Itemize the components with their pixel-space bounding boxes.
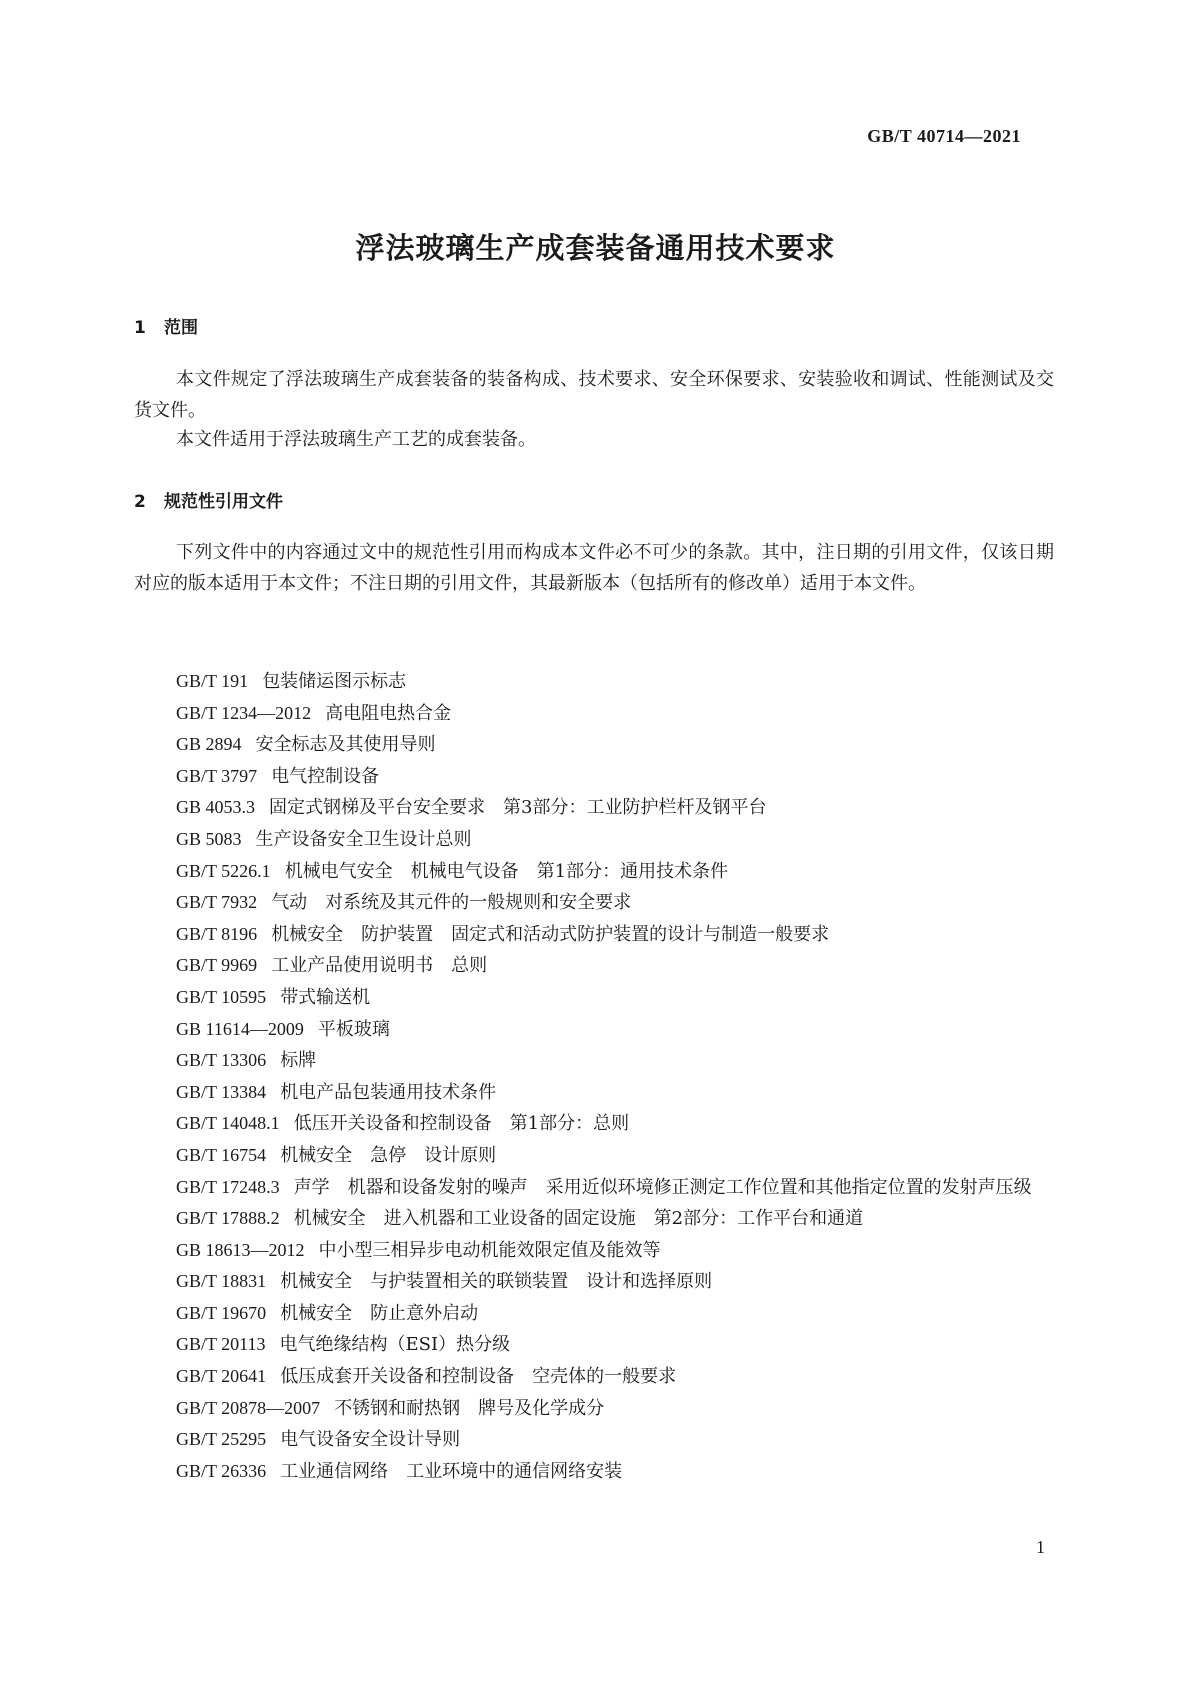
reference-item <box>134 1235 1054 1267</box>
reference-code: GB 18613—2012 <box>176 1239 305 1260</box>
reference-title: 带式输送机 <box>280 986 371 1008</box>
reference-item <box>134 856 1054 888</box>
reference-item <box>134 698 1054 730</box>
reference-item <box>134 887 1054 919</box>
reference-code: GB 4053.3 <box>176 797 256 818</box>
reference-code: GB/T 13306 <box>176 1050 267 1071</box>
document-title: 浮法玻璃生产成套装备通用技术要求 <box>355 231 836 265</box>
reference-item <box>134 1077 1054 1109</box>
reference-code: GB/T 5226.1 <box>176 860 271 881</box>
reference-title: 机械电气安全 机械电气设备 第1部分：通用技术条件 <box>284 860 729 882</box>
reference-title: 机电产品包装通用技术条件 <box>280 1081 497 1103</box>
reference-item <box>134 950 1054 982</box>
reference-code: GB/T 17248.3 <box>176 1176 280 1197</box>
reference-code: GB/T 8196 <box>176 923 258 944</box>
reference-title: 工业通信网络 工业环境中的通信网络安装 <box>280 1460 623 1482</box>
reference-item <box>134 1045 1054 1077</box>
page-number: 1 <box>1036 1537 1045 1557</box>
reference-item <box>134 761 1054 793</box>
reference-title: 工业产品使用说明书 总则 <box>271 955 488 977</box>
reference-code: GB/T 10595 <box>176 986 267 1007</box>
reference-code: GB/T 191 <box>176 671 249 691</box>
reference-title: 气动 对系统及其元件的一般规则和安全要求 <box>271 892 632 914</box>
reference-title: 生产设备安全卫生设计总则 <box>255 828 472 850</box>
reference-item <box>134 1456 1054 1488</box>
reference-code: GB/T 20641 <box>176 1366 267 1387</box>
standard-number: GB/T 40714—2021 <box>867 126 1021 146</box>
reference-title: 机械安全 防护装置 固定式和活动式防护装置的设计与制造一般要求 <box>271 923 830 945</box>
reference-item <box>134 1014 1054 1046</box>
reference-item <box>134 1298 1054 1330</box>
reference-title: 声学 机器和设备发射的噪声 采用近似环境修正测定工作位置和其他指定位置的发射声压级 <box>293 1176 1032 1198</box>
section-1-paragraph-1: 本文件规定了浮法玻璃生产成套装备的装备构成、技术要求、安全环保要求、安装验收和调试、性能测试及交货文件。 <box>134 369 1054 421</box>
reference-code: GB/T 17888.2 <box>176 1208 280 1229</box>
reference-title: 电气设备安全设计导则 <box>280 1429 461 1451</box>
reference-code: GB/T 20113 <box>176 1334 266 1355</box>
section-1-heading <box>134 313 198 338</box>
reference-title: 机械安全 进入机器和工业设备的固定设施 第2部分：工作平台和通道 <box>293 1208 864 1230</box>
reference-code: GB/T 16754 <box>176 1144 267 1165</box>
reference-title: 电气控制设备 <box>271 765 380 787</box>
reference-code: GB/T 25295 <box>176 1429 267 1450</box>
reference-item <box>134 1140 1054 1172</box>
section-1-number: 1 <box>134 318 146 338</box>
section-2-paragraph-1: 下列文件中的内容通过文中的规范性引用而构成本文件必不可少的条款。其中，注日期的引用文件，仅该日期对应的版本适用于本文件；不注日期的引用文件，其最新版本（包括所有的修改单）适用于本文件。 <box>134 542 1054 594</box>
reference-item <box>134 729 1054 761</box>
reference-code: GB 2894 <box>176 734 242 755</box>
section-2-number: 2 <box>134 492 146 512</box>
reference-item <box>134 1361 1054 1393</box>
reference-item <box>134 1266 1054 1298</box>
reference-title: 安全标志及其使用导则 <box>255 734 436 756</box>
section-2-heading <box>134 487 283 512</box>
reference-code: GB 5083 <box>176 828 242 849</box>
reference-item <box>134 666 1054 698</box>
section-2-title: 规范性引用文件 <box>164 492 283 512</box>
reference-item <box>134 1172 1054 1204</box>
reference-item <box>134 1203 1054 1235</box>
reference-title: 机械安全 与护装置相关的联锁装置 设计和选择原则 <box>280 1271 713 1293</box>
reference-title: 标牌 <box>280 1050 317 1072</box>
reference-code: GB/T 19670 <box>176 1302 267 1323</box>
reference-item <box>134 1393 1054 1425</box>
reference-code: GB/T 9969 <box>176 955 258 976</box>
reference-title: 包装储运图示标志 <box>262 671 407 692</box>
reference-code: GB/T 1234—2012 <box>176 702 312 723</box>
reference-code: GB/T 18831 <box>176 1271 267 1292</box>
section-1-title: 范围 <box>164 318 198 338</box>
reference-item <box>134 1424 1054 1456</box>
reference-code: GB/T 3797 <box>176 765 258 786</box>
reference-item <box>134 1329 1054 1361</box>
reference-item <box>134 919 1054 951</box>
reference-title: 平板玻璃 <box>317 1018 390 1040</box>
reference-item <box>134 792 1054 824</box>
reference-title: 不锈钢和耐热钢 牌号及化学成分 <box>334 1397 605 1419</box>
normative-references-list <box>134 666 1054 1487</box>
section-1-paragraph-2: 本文件适用于浮法玻璃生产工艺的成套装备。 <box>176 429 536 450</box>
reference-code: GB/T 7932 <box>176 892 258 913</box>
reference-code: GB/T 26336 <box>176 1460 267 1481</box>
reference-code: GB/T 20878—2007 <box>176 1397 321 1418</box>
reference-code: GB/T 14048.1 <box>176 1113 280 1134</box>
reference-title: 低压开关设备和控制设备 第1部分：总则 <box>293 1113 630 1135</box>
reference-title: 中小型三相异步电动机能效限定值及能效等 <box>318 1239 661 1261</box>
reference-title: 固定式钢梯及平台安全要求 第3部分：工业防护栏杆及钢平台 <box>269 797 767 819</box>
reference-item <box>134 1108 1054 1140</box>
reference-title: 机械安全 防止意外启动 <box>280 1302 479 1324</box>
reference-item <box>134 824 1054 856</box>
reference-title: 高电阻电热合金 <box>325 702 452 724</box>
reference-title: 电气绝缘结构（ESI）热分级 <box>279 1334 511 1356</box>
reference-code: GB 11614—2009 <box>176 1018 304 1039</box>
reference-item <box>134 982 1054 1014</box>
reference-title: 低压成套开关设备和控制设备 空壳体的一般要求 <box>280 1366 677 1388</box>
reference-title: 机械安全 急停 设计原则 <box>280 1144 497 1166</box>
reference-code: GB/T 13384 <box>176 1081 267 1102</box>
